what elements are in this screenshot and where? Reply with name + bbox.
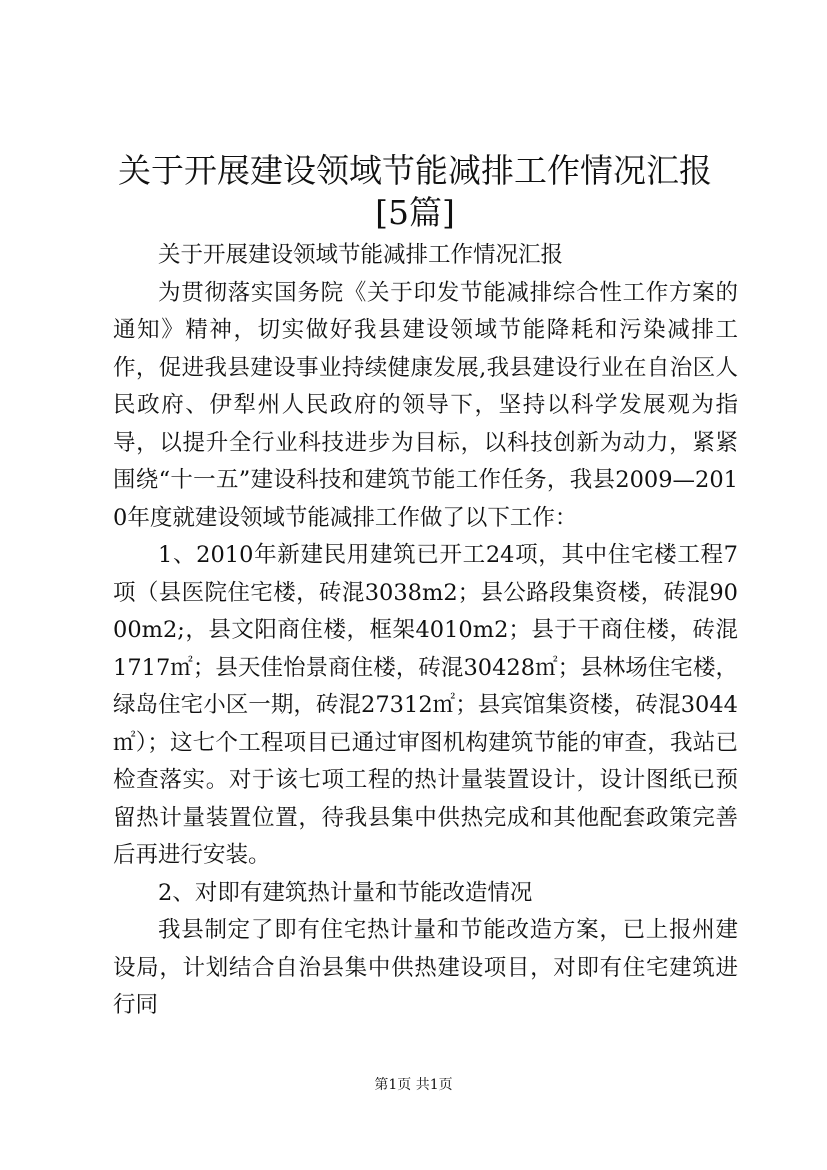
- page-footer: 第1页 共1页: [374, 1077, 453, 1093]
- item-1-paragraph: 1、2010年新建民用建筑已开工24项，其中住宅楼工程7项（县医院住宅楼，砖混3038m2；县公路段集资楼，砖混9000m2;，县文阳商住楼，框架4010m2；县于干商住楼，砖混1717㎡；县天佳怡景商住楼，砖混30428㎡；县林场住宅楼，绿岛住宅小区一期，砖混27312㎡；县宾馆集资楼，砖混3044㎡）；这七个工程项目已通过审图机构建筑节能的审查，我站已检查落实。对于该七项工程的热计量装置设计，设计图纸已预留热计量装置位置，待我县集中供热完成和其他配套政策完善后再进行安装。: [113, 542, 738, 868]
- intro-paragraph: 为贯彻落实国务院《关于印发节能减排综合性工作方案的通知》精神，切实做好我县建设领域节能降耗和污染减排工作，促进我县建设事业持续健康发展,我县建设行业在自治区人民政府、伊犁州人民政府的领导下，坚持以科学发展观为指导，以提升全行业科技进步为目标，以科技创新为动力，紧紧围绕“十一五”建设科技和建筑节能工作任务，我县2009—2010年度就建设领域节能减排工作做了以下工作：: [113, 279, 738, 531]
- item-2-paragraph: 我县制定了即有住宅热计量和节能改造方案，已上报州建设局，计划结合自治县集中供热建设项目，对即有住宅建筑进行同: [113, 917, 738, 1018]
- item-2-heading: 2、对即有建筑热计量和节能改造情况: [158, 879, 533, 906]
- document-body: [113, 237, 738, 1025]
- subtitle-paragraph: 关于开展建设领域节能减排工作情况汇报: [158, 242, 564, 268]
- document-title: 关于开展建设领域节能减排工作情况汇报[5篇]: [118, 151, 712, 232]
